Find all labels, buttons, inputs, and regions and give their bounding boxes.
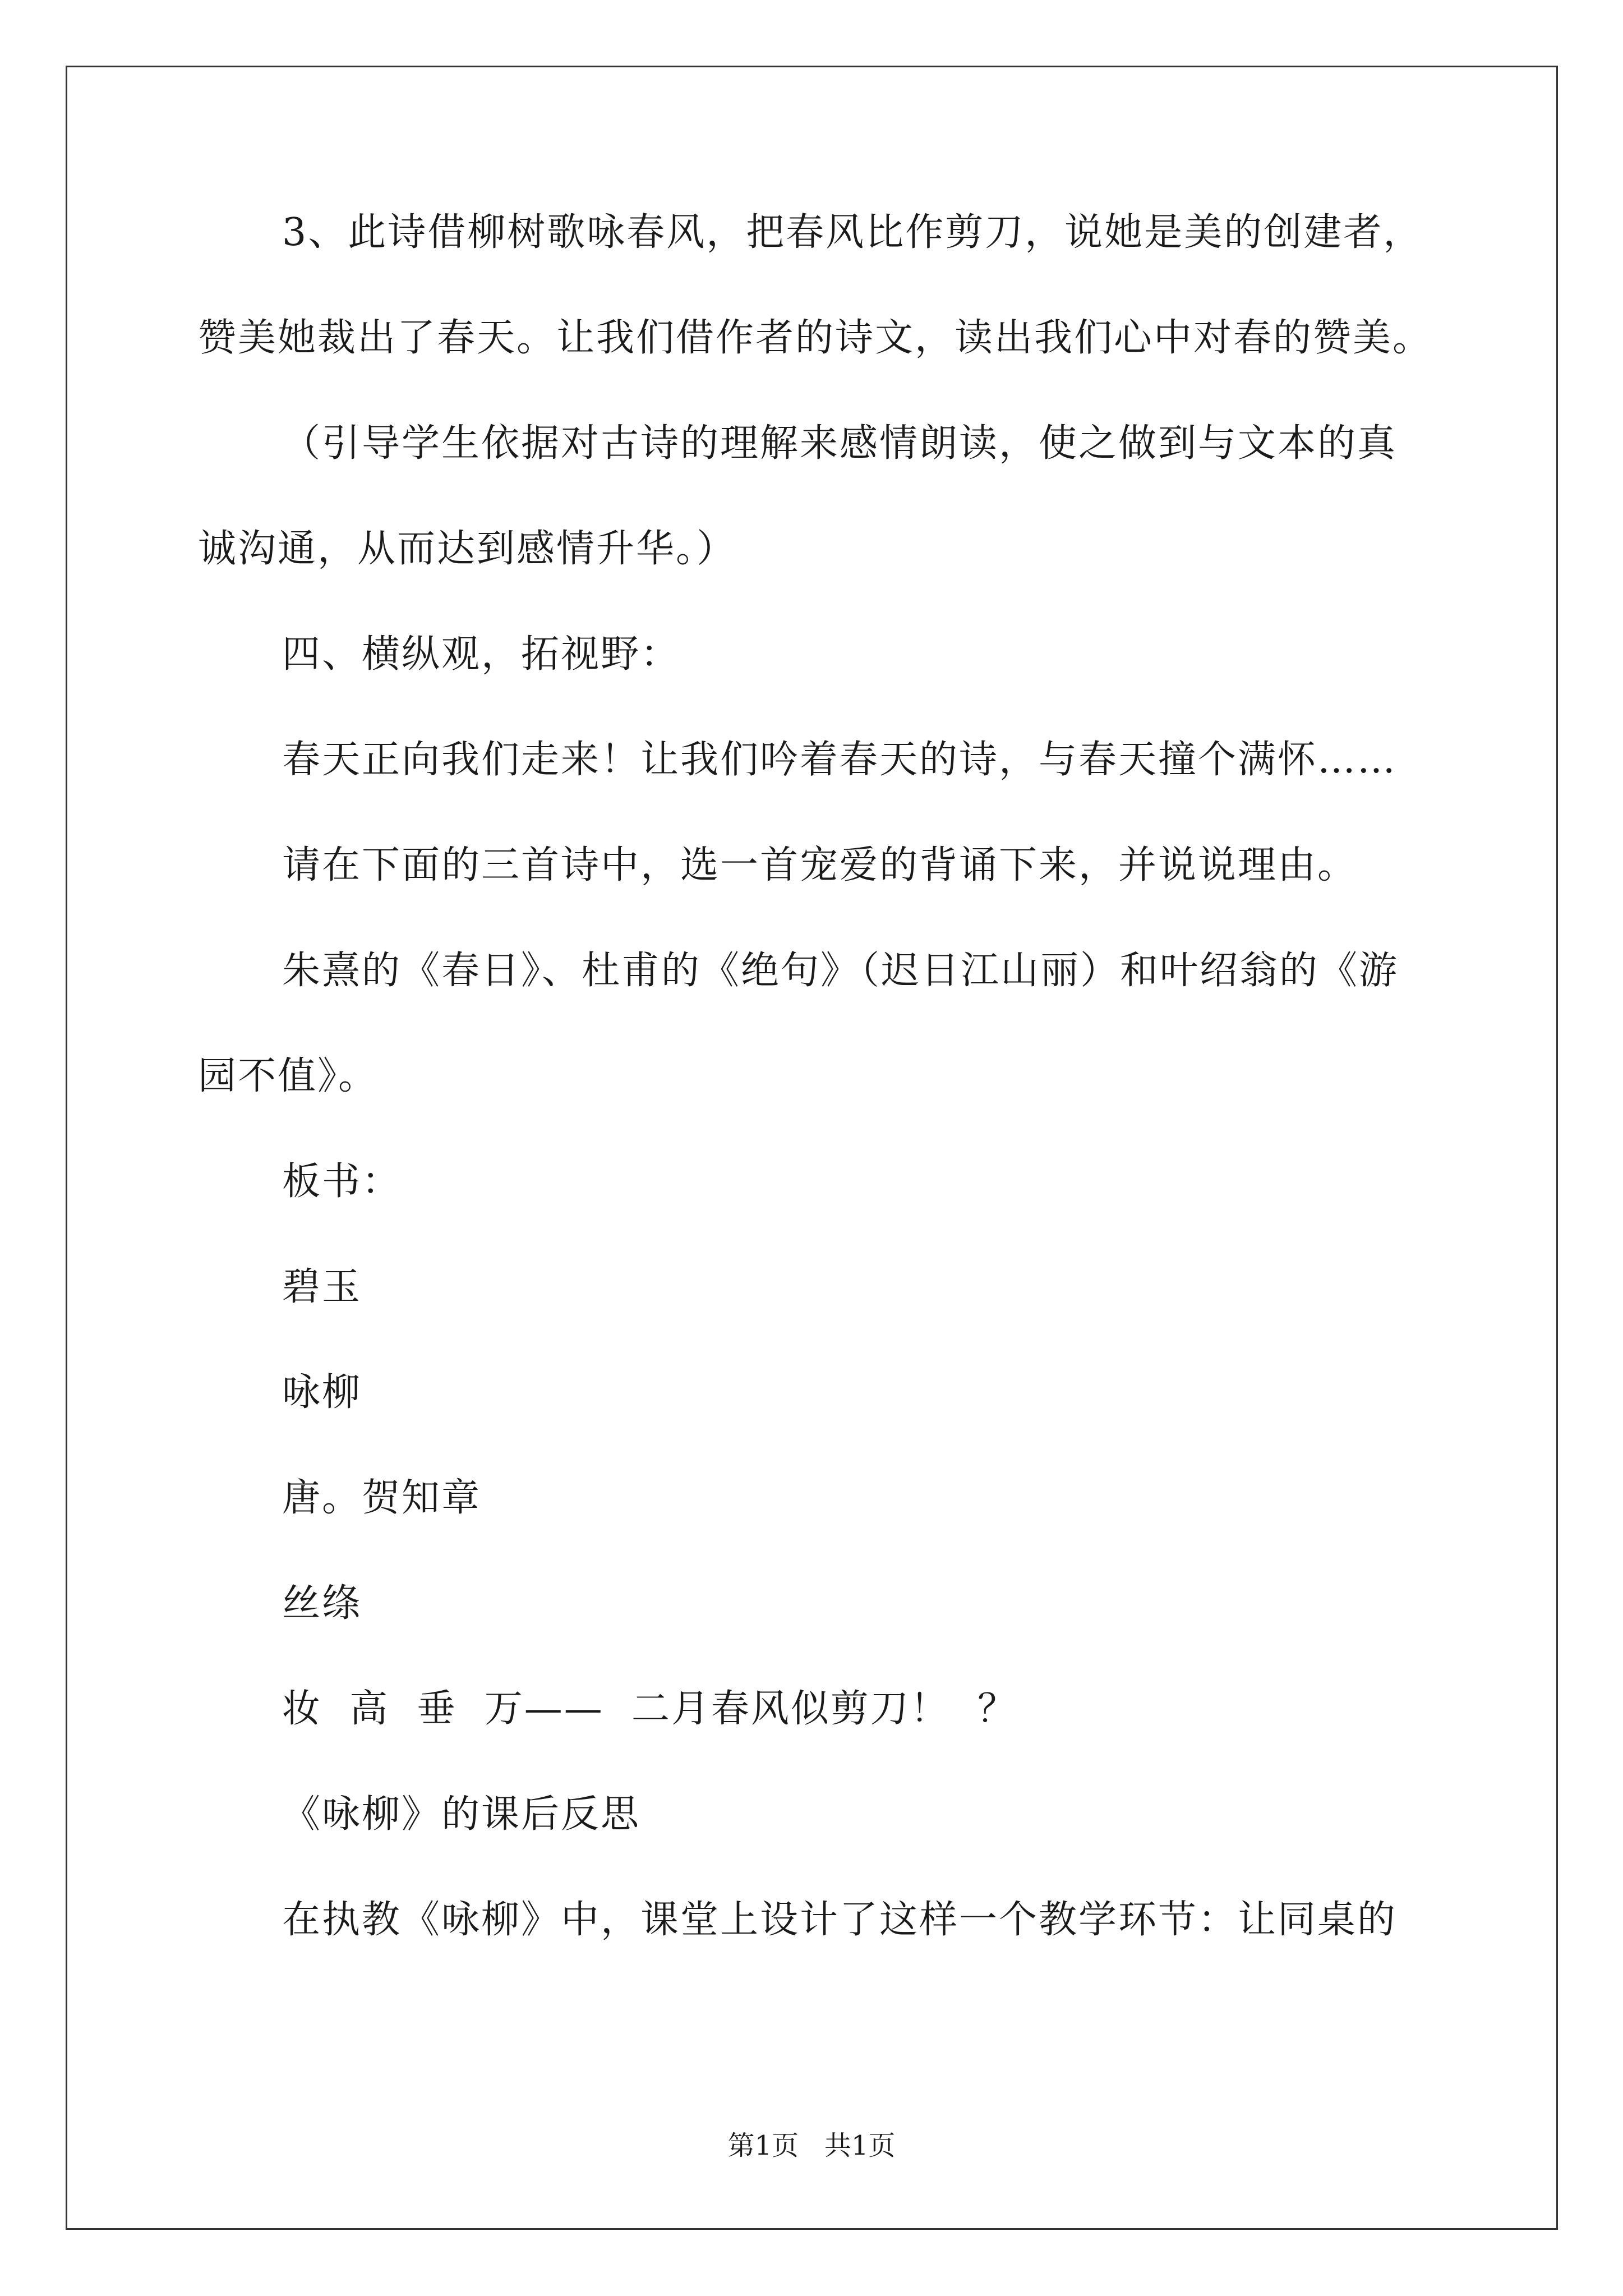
section-heading: 四、横纵观，拓视野： xyxy=(282,632,681,677)
page-footer: 第1页 共1页 xyxy=(727,2130,896,2161)
blackboard-line-4: 丝绦 xyxy=(282,1581,362,1626)
blackboard-line-5: 妆 高 垂 万—— 二月春风似剪刀！ ？ xyxy=(282,1687,1018,1731)
paragraph-line-9: 园不值》。 xyxy=(198,1054,379,1098)
blackboard-line-3: 唐。贺知章 xyxy=(282,1476,482,1520)
paragraph-line-3: （引导学生依据对古诗的理解来感情朗读，使之做到与文本的真 xyxy=(282,421,1398,466)
paragraph-line-17: 在执教《咏柳》中，课堂上设计了这样一个教学环节：让同桌的 xyxy=(282,1898,1398,1942)
blackboard-line-2: 咏柳 xyxy=(282,1370,362,1415)
paragraph-line-2: 赞美她裁出了春天。让我们借作者的诗文，读出我们心中对春的赞美。 xyxy=(198,316,1433,360)
reflection-title: 《咏柳》的课后反思 xyxy=(282,1792,641,1837)
paragraph-line-8: 朱熹的《春日》、杜甫的《绝句》（迟日江山丽）和叶绍翁的《游 xyxy=(282,949,1399,993)
paragraph-line-1: 3、此诗借柳树歌咏春风，把春风比作剪刀，说她是美的创建者， xyxy=(282,210,1423,255)
paragraph-line-7: 请在下面的三首诗中，选一首宠爱的背诵下来，并说说理由。 xyxy=(282,843,1358,887)
paragraph-line-6: 春天正向我们走来！让我们吟着春天的诗，与春天撞个满怀…… xyxy=(282,738,1398,782)
blackboard-line-1: 碧玉 xyxy=(282,1265,362,1309)
blackboard-label: 板书： xyxy=(282,1159,402,1204)
paragraph-line-4: 诚沟通，从而达到感情升华。） xyxy=(198,527,737,571)
